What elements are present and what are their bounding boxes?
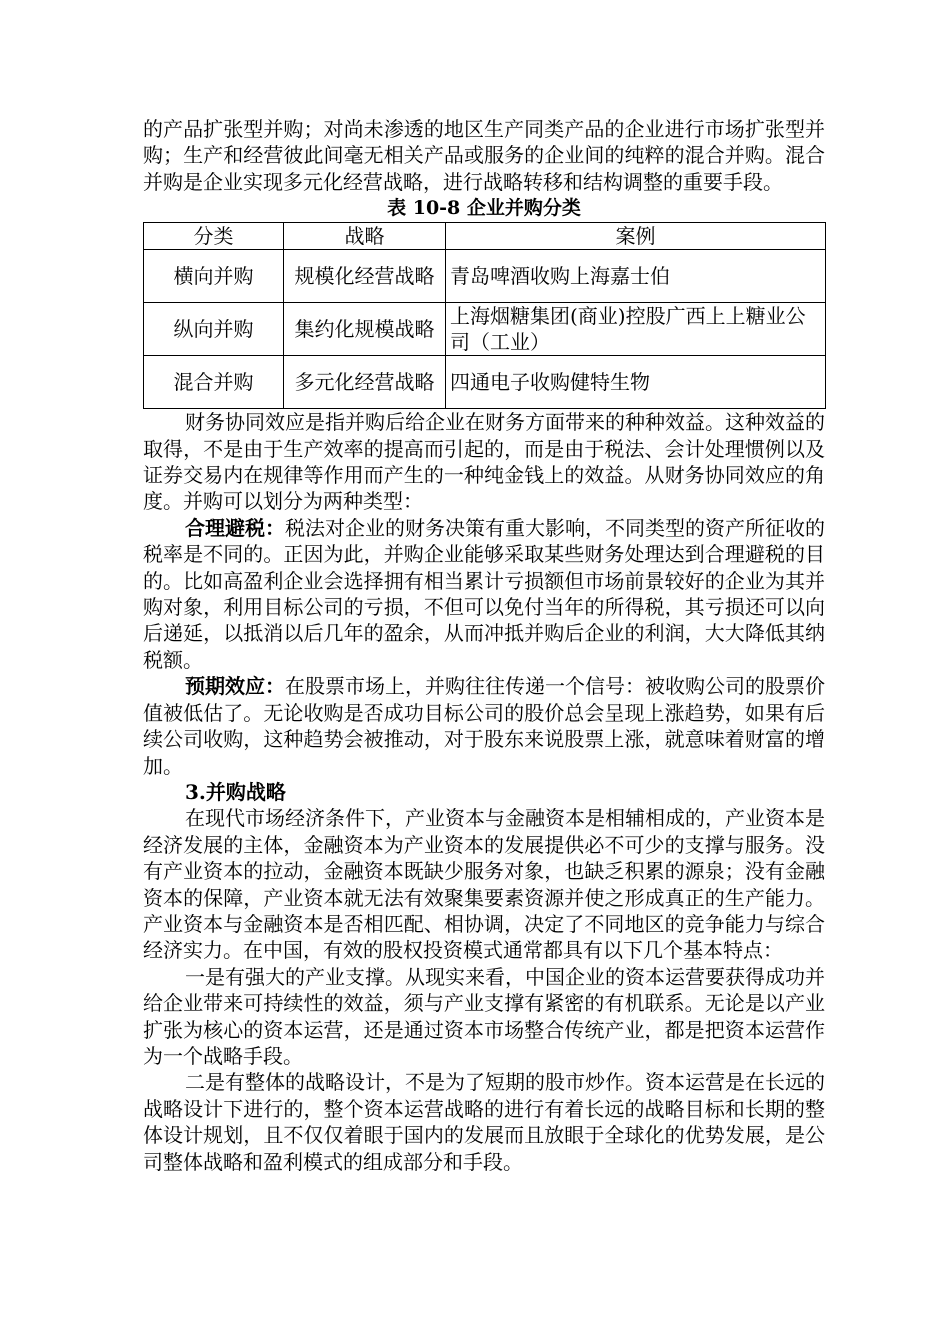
row-strategy: 集约化规模战略 — [284, 303, 446, 356]
expectation-effect-text: 在股票市场上，并购往往传递一个信号：被收购公司的股票价值被低估了。无论收购是否成功目标公司的股价总会呈现上涨趋势，如果有后续公司收购，这种趋势会被推动，对于股东来说股票上涨，就意味着财富的增加。 — [143, 674, 825, 778]
header-example: 案例 — [446, 223, 826, 250]
table-row — [144, 250, 826, 303]
point-two-paragraph: 二是有整体的战略设计，不是为了短期的股市炒作。资本运营是在长远的战略设计下进行的，整个资本运营战略的进行有着长远的战略目标和长期的整体设计规划，且不仅仅着眼于国内的发展而且放眼于全球化的优势发展，是公司整体战略和盈利模式的组成部分和手段。 — [143, 1070, 825, 1174]
header-strategy: 战略 — [284, 223, 446, 250]
section-heading: 3.并购战略 — [185, 779, 286, 804]
financial-synergy-paragraph: 财务协同效应是指并购后给企业在财务方面带来的种种效益。这种效益的取得，不是由于生产效率的提高而引起的，而是由于税法、会计处理惯例以及证券交易内在规律等作用而产生的一种纯金钱上的效益。从财务协同效应的角度。并购可以划分为两种类型： — [143, 410, 825, 514]
header-category: 分类 — [144, 223, 284, 250]
row-strategy: 规模化经营战略 — [284, 250, 446, 303]
expectation-effect-label: 预期效应： — [185, 674, 285, 699]
row-category: 混合并购 — [144, 356, 284, 409]
industry-finance-paragraph: 在现代市场经济条件下，产业资本与金融资本是相辅相成的，产业资本是经济发展的主体，金融资本为产业资本的发展提供必不可少的支撑与服务。没有产业资本的拉动，金融资本既缺少服务对象，也缺乏积累的源泉；没有金融资本的保障，产业资本就无法有效聚集要素资源并使之形成真正的生产能力。产业资本与金融资本是否相匹配、相协调，决定了不同地区的竞争能力与综合经济实力。在中国，有效的股权投资模式通常都具有以下几个基本特点： — [143, 806, 825, 963]
document-page — [143, 116, 825, 1175]
row-category: 纵向并购 — [144, 303, 284, 356]
row-category: 横向并购 — [144, 250, 284, 303]
table-row — [144, 303, 826, 356]
row-strategy: 多元化经营战略 — [284, 356, 446, 409]
expectation-effect-paragraph — [143, 673, 825, 779]
intro-paragraph: 的产品扩张型并购；对尚未渗透的地区生产同类产品的企业进行市场扩张型并购；生产和经营彼此间毫无相关产品或服务的企业间的纯粹的混合并购。混合并购是企业实现多元化经营战略，进行战略转移和结构调整的重要手段。 — [143, 117, 825, 194]
tax-avoidance-text: 税法对企业的财务决策有重大影响，不同类型的资产所征收的税率是不同的。正因为此，并购企业能够采取某些财务处理达到合理避税的目的。比如高盈利企业会选择拥有相当累计亏损额但市场前景较好的企业为其并购对象，利用目标公司的亏损，不但可以免付当年的所得税，其亏损还可以向后递延，以抵消以后几年的盈余，从而冲抵并购后企业的利润，大大降低其纳税额。 — [143, 515, 825, 672]
table-caption: 表 10-8 企业并购分类 — [387, 197, 581, 220]
table-row — [144, 356, 826, 409]
row-example: 上海烟糖集团(商业)控股广西上上糖业公司（工业） — [446, 303, 826, 356]
table-header-row — [144, 223, 826, 250]
point-one-paragraph: 一是有强大的产业支撑。从现实来看，中国企业的资本运营要获得成功并给企业带来可持续性的效益，须与产业支撑有紧密的有机联系。无论是以产业扩张为核心的资本运营，还是通过资本市场整合传统产业，都是把资本运营作为一个战略手段。 — [143, 964, 825, 1068]
row-example: 四通电子收购健特生物 — [446, 356, 826, 409]
merger-classification-table — [143, 222, 826, 409]
tax-avoidance-paragraph — [143, 515, 825, 673]
tax-avoidance-label: 合理避税： — [185, 515, 285, 540]
row-example: 青岛啤酒收购上海嘉士伯 — [446, 250, 826, 303]
